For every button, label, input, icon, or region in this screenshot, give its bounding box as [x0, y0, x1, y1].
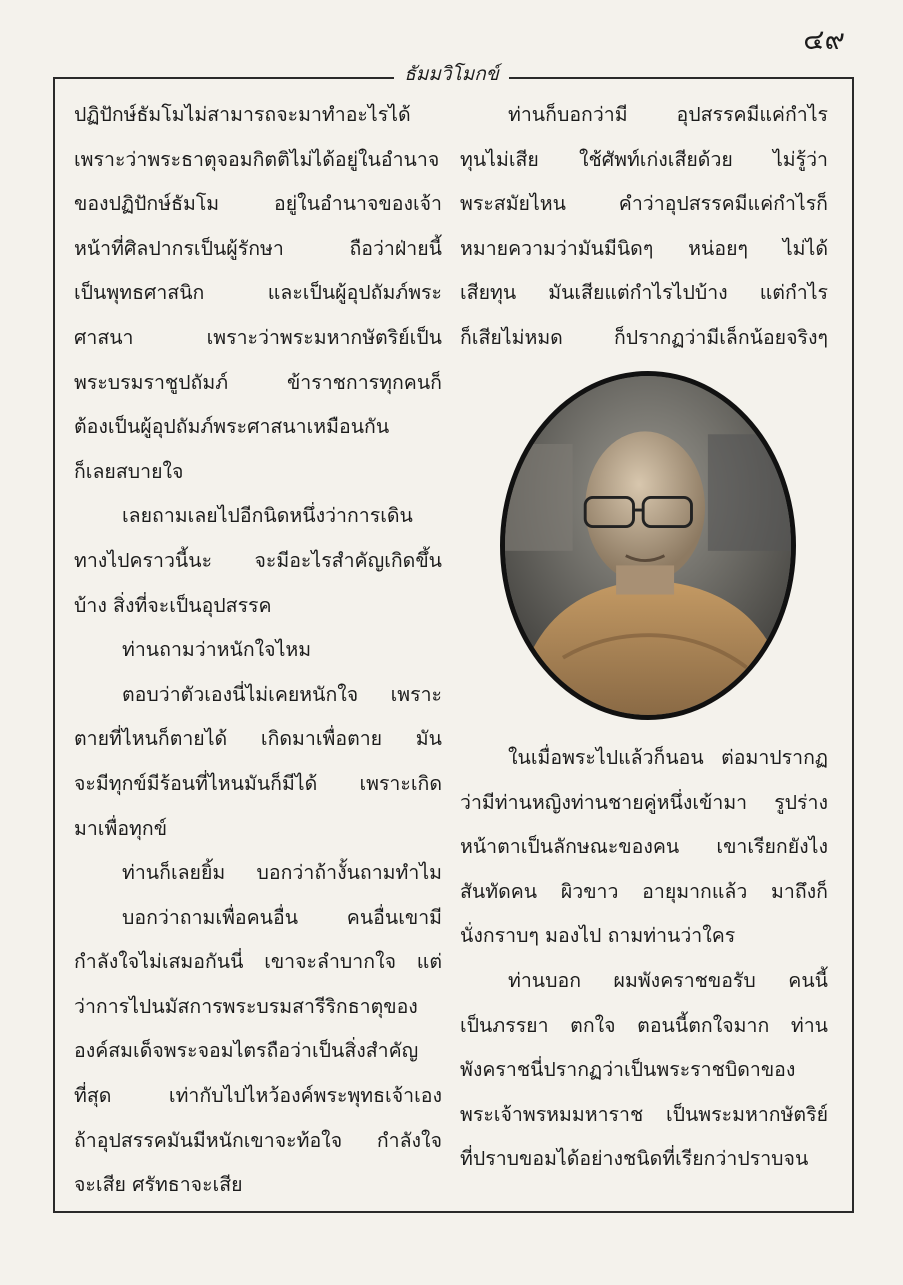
text-line: ท่านบอก ผมพังคราชขอรับ คนนี้: [508, 968, 828, 992]
left-column: [74, 93, 442, 1208]
text-line: พระสมัยไหน คำว่าอุปสรรคมีแค่กำไรก็: [460, 192, 828, 216]
right-column-bottom: [460, 736, 828, 1182]
running-title: ธัมมวิโมกข์: [394, 63, 509, 85]
text-line: สันทัดคน ผิวขาว อายุมากแล้ว มาถึงก็: [460, 879, 828, 903]
page-number: ๔๙: [803, 23, 845, 56]
text-line: เสียทุน มันเสียแต่กำไรไปบ้าง แต่กำไร: [460, 281, 828, 305]
right-column-top: [460, 93, 828, 361]
text-line: เป็นพุทธศาสนิก และเป็นผู้อุปถัมภ์พระ: [74, 281, 442, 305]
text-line: ว่าการไปนมัสการพระบรมสารีริกธาตุของ: [74, 994, 418, 1018]
text-line: นั่งกราบๆ มองไป ถามท่านว่าใคร: [460, 924, 736, 948]
text-line: ต้องเป็นผู้อุปถัมภ์พระศาสนาเหมือนกัน: [74, 415, 390, 439]
text-line: บ้าง สิ่งที่จะเป็นอุปสรรค: [74, 593, 272, 617]
text-line: ท่านก็บอกว่ามี อุปสรรคมีแค่กำไร: [508, 103, 828, 126]
text-line: หมายความว่ามันมีนิดๆ หน่อยๆ ไม่ได้: [460, 236, 828, 260]
text-line: เลยถามเลยไปอีกนิดหนึ่งว่าการเดิน: [122, 504, 413, 528]
text-line: ท่านก็เลยยิ้ม บอกว่าถ้างั้นถามทำไม: [122, 861, 442, 885]
text-line: ถ้าอุปสรรคมันมีหนักเขาจะท้อใจ กำลังใจ: [74, 1128, 442, 1152]
text-line: ท่านถามว่าหนักใจไหม: [122, 638, 312, 662]
text-line: จะมีทุกข์มีร้อนที่ไหนมันก็มีได้ เพราะเกิด: [74, 771, 442, 795]
text-line: พังคราชนี่ปรากฏว่าเป็นพระราชบิดาของ: [460, 1058, 796, 1082]
text-line: ทุนไม่เสีย ใช้ศัพท์เก่งเสียด้วย ไม่รู้ว่า: [460, 147, 828, 171]
text-line: ที่สุด เท่ากับไปไหว้องค์พระพุทธเจ้าเอง: [74, 1084, 442, 1108]
text-line: เพราะว่าพระธาตุจอมกิตติไม่ได้อยู่ในอำนาจ: [74, 147, 440, 171]
text-line: องค์สมเด็จพระจอมไตรถือว่าเป็นสิ่งสำคัญ: [74, 1039, 419, 1063]
text-line: ปฏิปักษ์ธัมโมไม่สามารถจะมาทำอะไรได้: [74, 103, 411, 126]
text-line: ของปฏิปักษ์ธัมโม อยู่ในอำนาจของเจ้า: [74, 192, 442, 216]
text-line: มาเพื่อทุกข์: [74, 816, 168, 840]
text-line: ตายที่ไหนก็ตายได้ เกิดมาเพื่อตาย มัน: [74, 727, 442, 751]
text-line: ทางไปคราวนี้นะ จะมีอะไรสำคัญเกิดขึ้น: [74, 548, 442, 572]
text-line: กำลังใจไม่เสมอกันนี่ เขาจะลำบากใจ แต่: [74, 950, 442, 974]
text-line: ก็เสียไม่หมด ก็ปรากฏว่ามีเล็กน้อยจริงๆ: [460, 325, 828, 349]
text-line: ว่ามีท่านหญิงท่านชายคู่หนึ่งเข้ามา รูปร่าง: [460, 790, 828, 814]
text-line: พระเจ้าพรหมมหาราช เป็นพระมหากษัตริย์: [460, 1102, 828, 1126]
text-line: พระบรมราชูปถัมภ์ ข้าราชการทุกคนก็: [74, 370, 442, 394]
text-line: ก็เลยสบายใจ: [74, 459, 184, 483]
text-line: จะเสีย ศรัทธาจะเสีย: [74, 1173, 243, 1197]
text-line: ในเมื่อพระไปแล้วก็นอน ต่อมาปรากฏ: [508, 746, 828, 769]
text-line: หน้าตาเป็นลักษณะของคน เขาเรียกยังไง: [460, 835, 828, 859]
text-line: ศาสนา เพราะว่าพระมหากษัตริย์เป็น: [74, 325, 442, 349]
text-line: ที่ปราบขอมได้อย่างชนิดที่เรียกว่าปราบจน: [460, 1147, 809, 1171]
monk-portrait-photo: [500, 371, 796, 720]
text-line: เป็นภรรยา ตกใจ ตอนนี้ตกใจมาก ท่าน: [460, 1013, 828, 1037]
text-line: ตอบว่าตัวเองนี่ไม่เคยหนักใจ เพราะ: [122, 682, 442, 706]
text-line: หน้าที่ศิลปากรเป็นผู้รักษา ถือว่าฝ่ายนี้: [74, 236, 442, 260]
text-line: บอกว่าถามเพื่อคนอื่น คนอื่นเขามี: [122, 905, 442, 929]
